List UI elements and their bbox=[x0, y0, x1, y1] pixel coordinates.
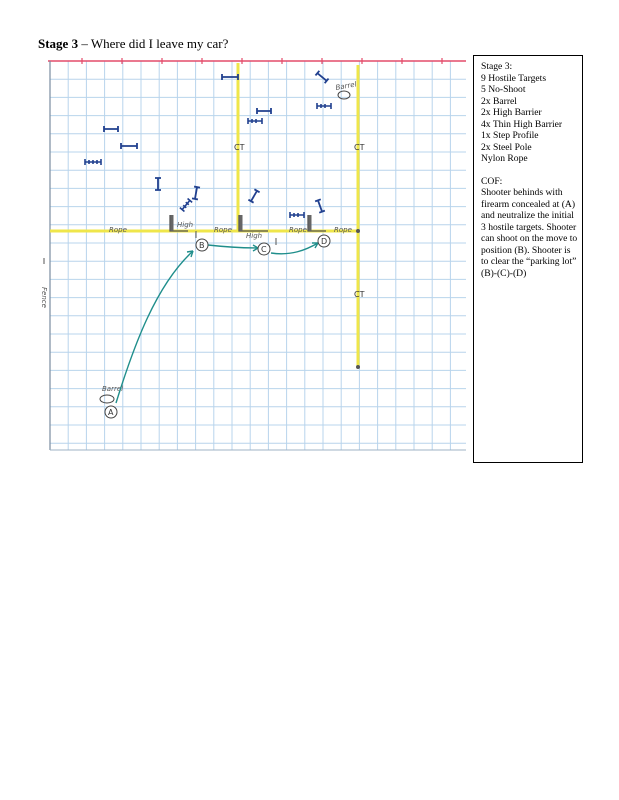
cof-heading: COF: bbox=[481, 175, 503, 187]
high-barrier bbox=[239, 215, 268, 231]
barrel-label: Barrel bbox=[102, 385, 124, 393]
hostile-target bbox=[121, 143, 137, 149]
stage-subtitle: Where did I leave my car? bbox=[90, 36, 229, 51]
steel-pole bbox=[356, 229, 360, 233]
no-shoot-target bbox=[317, 103, 331, 109]
svg-text:A: A bbox=[108, 408, 114, 417]
rope-label: Rope bbox=[289, 226, 307, 234]
position-c-marker bbox=[258, 243, 270, 255]
info-heading: Stage 3: bbox=[481, 61, 513, 72]
no-shoot-target bbox=[85, 159, 101, 165]
info-item: Nylon Rope bbox=[481, 153, 528, 164]
move-arrow-c-d bbox=[271, 243, 318, 254]
hostile-target bbox=[315, 71, 328, 83]
title-dash: – bbox=[78, 36, 91, 51]
info-item: 2x High Barrier bbox=[481, 107, 542, 118]
rope-label: Rope bbox=[334, 226, 352, 234]
info-item: 4x Thin High Barrier bbox=[481, 118, 563, 130]
no-shoot-target bbox=[290, 212, 304, 218]
svg-text:B: B bbox=[199, 241, 205, 250]
info-item: 1x Step Profile bbox=[481, 130, 539, 141]
rope-label: Rope bbox=[214, 226, 232, 234]
steel-pole bbox=[356, 365, 360, 369]
rope-label: Rope bbox=[109, 226, 127, 234]
no-shoot-target bbox=[180, 198, 192, 211]
info-item: 9 Hostile Targets bbox=[481, 72, 547, 84]
stage-diagram bbox=[36, 55, 471, 453]
ct-label: CT bbox=[234, 143, 245, 152]
position-b-marker bbox=[196, 239, 208, 251]
info-item: 5 No-Shoot bbox=[481, 84, 526, 95]
info-item: 2x Barrel bbox=[481, 95, 517, 107]
barrel-icon bbox=[100, 395, 114, 403]
hostile-target bbox=[104, 126, 118, 132]
stage-info-box bbox=[473, 55, 583, 463]
cof-text: Shooter behinds with firearm concealed at (A) and neutralize the initial 3 hostile targets. Shooter can shoot on the move to position (B). Shooter is to clear the “parking lot” (B)-(C)-(D) bbox=[481, 187, 578, 279]
info-item: 2x Steel Pole bbox=[481, 141, 532, 153]
fence-label: Fence bbox=[40, 287, 48, 308]
ct-label: CT bbox=[354, 143, 365, 152]
ct-label: CT bbox=[354, 290, 365, 299]
position-a-marker bbox=[105, 406, 117, 418]
move-arrow-a-b bbox=[116, 251, 193, 403]
svg-text:D: D bbox=[321, 237, 328, 246]
position-d-marker bbox=[318, 235, 330, 247]
svg-text:C: C bbox=[261, 245, 267, 254]
page-title bbox=[38, 36, 228, 52]
high-barrier-label: High bbox=[246, 232, 263, 240]
barrel-label: Barrel bbox=[334, 80, 358, 92]
stage-number: Stage 3 bbox=[38, 36, 79, 51]
high-barrier-label: High bbox=[177, 221, 194, 229]
